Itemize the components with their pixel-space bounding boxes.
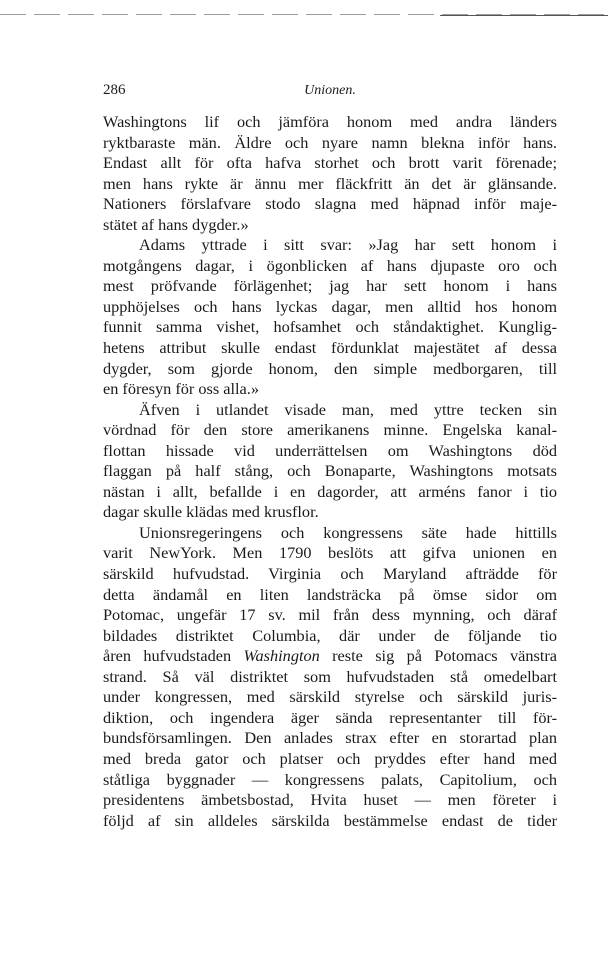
- top-edge-rule-right: [440, 15, 608, 16]
- text-line: Endast allt för ofta hafva storhet och brott varit förenade;: [103, 153, 557, 173]
- text-line: flottan hissade vid underrättelsen om Washingtons död: [103, 440, 557, 460]
- running-title: Unionen.: [304, 83, 356, 98]
- text-line: stätet af hans dygder.»: [103, 214, 249, 234]
- page-header: [103, 82, 557, 102]
- text-line: funnit samma vishet, hofsamhet och ståndaktighet. Kunglig-: [103, 317, 557, 337]
- text-line: Äfven i utlandet visade man, med yttre tecken sin: [139, 399, 557, 419]
- text-line: under kongressen, med särskild styrelse och särskild juris-: [103, 687, 557, 707]
- text-line: ståtliga byggnader — kongressens palats, Capitolium, och: [103, 769, 557, 789]
- text-line: dygder, som gjorde honom, den simple medborgaren, till: [103, 358, 557, 378]
- text-line: Washingtons lif och jämföra honom med andra länders: [103, 112, 557, 131]
- text-line: Nationers förslafvare stodo slagna med häpnad inför maje-: [103, 194, 557, 214]
- text-line: motgångens dagar, i ögonblicken af hans djupaste oro och: [103, 255, 557, 275]
- text-line: Potomac, ungefär 17 sv. mil från dess mynning, och däraf: [103, 605, 557, 625]
- text-line: dagar skulle klädas med krusflor.: [103, 502, 319, 522]
- text-line: bundsförsamlingen. Den anlades strax efter en storartad plan: [103, 728, 557, 748]
- text-line: [103, 646, 557, 667]
- text-line: upphöjelses och hans lyckas dagar, men alltid hos honom: [103, 296, 557, 316]
- text-line: Unionsregeringens och kongressens säte hade hittills: [139, 522, 557, 542]
- text-line: detta ändamål en liten landsträcka på ömse sidor om: [103, 584, 557, 604]
- text-line: nästan i allt, befallde i en dagorder, att arméns fanor i tio: [103, 481, 557, 501]
- text-line: diktion, och ingendera äger sända representanter till för-: [103, 707, 557, 727]
- text-line: med breda gator och platser och pryddes efter hand med: [103, 748, 557, 768]
- text-line: vördnad för den store amerikanens minne. Engelska kanal-: [103, 420, 557, 440]
- page-number: 286: [103, 82, 126, 98]
- text-line: bildades distriktet Columbia, där under de följande tio: [103, 625, 557, 645]
- text-line: ryktbaraste män. Äldre och nyare namn blekna inför hans.: [103, 132, 557, 152]
- text-line: mest pröfvande förlägenhet; jag har sett honom i hans: [103, 276, 557, 296]
- text-line: en föresyn för oss alla.»: [103, 379, 259, 399]
- text-line: Adams yttrade i sitt svar: »Jag har sett honom i: [139, 235, 557, 255]
- text-line: följd af sin alldeles särskilda bestämmelse endast de tider: [103, 810, 557, 830]
- italic-place-name: Washington: [243, 646, 320, 666]
- text-line: hetens attribut skulle endast fördunklat majestätet af dessa: [103, 338, 557, 358]
- text-line: men hans rykte är ännu mer fläckfritt än det är glänsande.: [103, 173, 557, 193]
- text-line: särskild hufvudstad. Virginia och Maryland afträdde för: [103, 564, 557, 584]
- body-text: [103, 112, 557, 831]
- text-segment: åren hufvudstaden: [103, 646, 244, 666]
- text-line: strand. Så väl distriktet som hufvudstaden stå omedelbart: [103, 666, 557, 686]
- text-line: presidentens ämbetsbostad, Hvita huset — men företer i: [103, 790, 557, 810]
- text-line: varit NewYork. Men 1790 beslöts att gifva unionen en: [103, 543, 557, 563]
- text-segment: reste sig på Potomacs vänstra: [319, 646, 557, 666]
- text-line: flaggan på half stång, och Bonaparte, Washingtons motsats: [103, 461, 557, 481]
